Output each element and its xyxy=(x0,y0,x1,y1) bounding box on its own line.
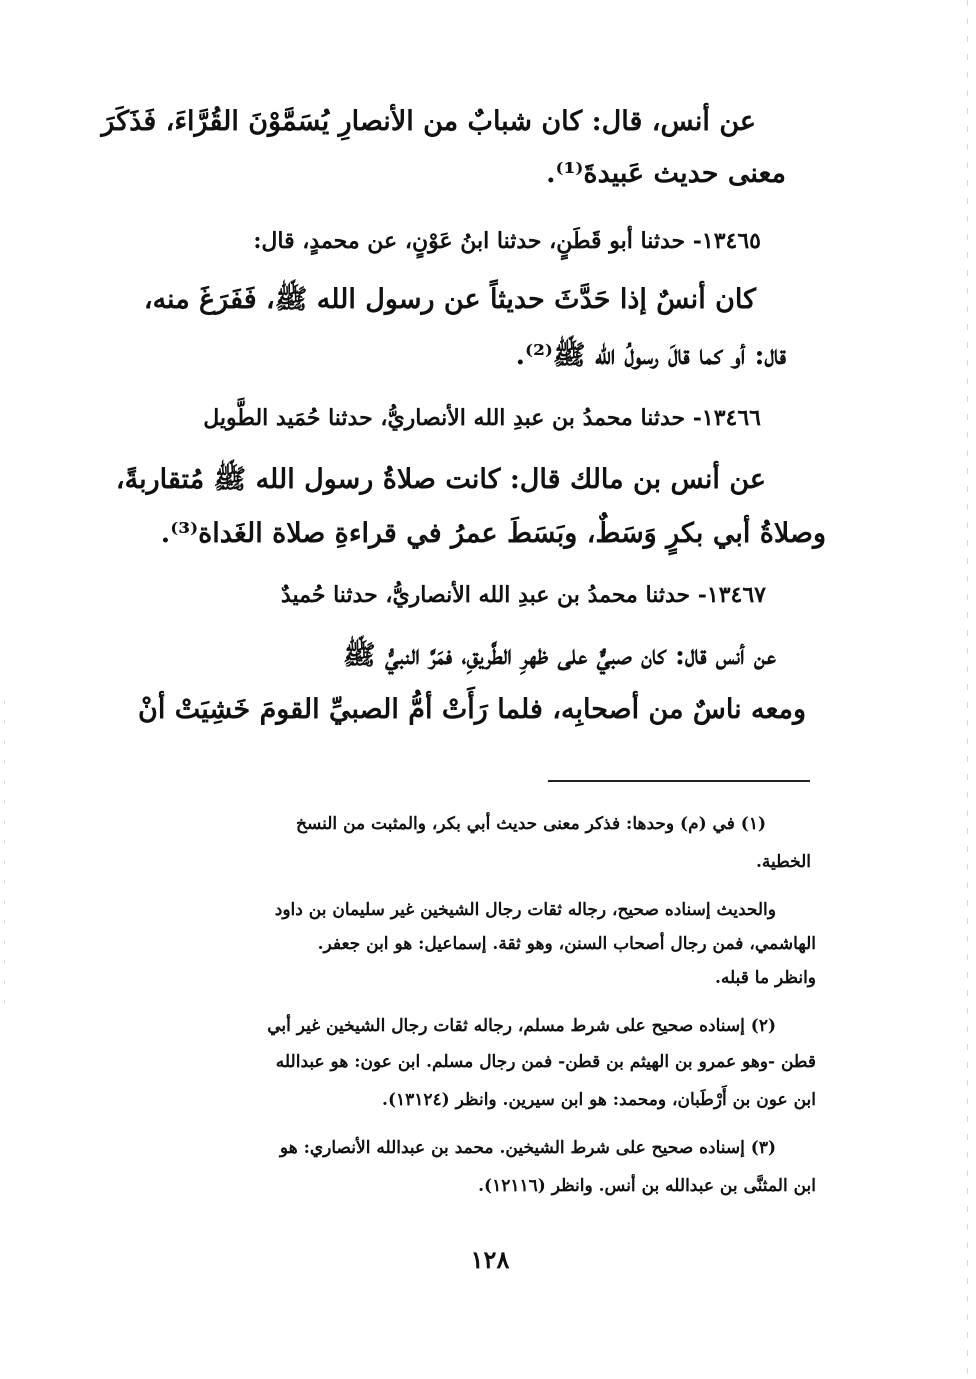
main-text-line: معنى حديث عَبيدةَ⁽¹⁾. xyxy=(546,158,786,189)
footnote-line: ابن المثنَّى بن عبدالله بن أنس. وانظر (١٢١١٦). xyxy=(478,1176,816,1196)
footnote-line: والحديث إسناده صحيح، رجاله ثقات رجال الشيخين غير سليمان بن داود xyxy=(274,900,776,920)
main-text-line: عن أنس قال: كان صبيٌّ على ظهرِ الطَّريقِ، فمَرَّ النبيُّ ﷺ xyxy=(343,640,776,671)
main-text-line: عن أنس بن مالك قال: كانت صلاةُ رسول الله ﷺ مُتقاربةً، xyxy=(115,464,766,495)
page-number: ١٢٨ xyxy=(470,1245,510,1274)
main-text-line: كان أنسٌ إذا حَدَّثَ حديثاً عن رسول الله ﷺ، فَفَرَغَ منه، xyxy=(143,284,756,315)
main-text-line: ومعه ناسٌ من أصحابِه، فلما رَأَتْ أمُّ الصبيِّ القومَ خَشِيَتْ أنْ xyxy=(138,694,806,725)
footnote-line: (١) في (م) وحدها: فذكر معنى حديث أبي بكر، والمثبت من النسخ xyxy=(295,814,766,834)
hadith-chain-header: ١٣٤٦٦- حدثنا محمدُ بن عبدِ الله الأنصاريُّ، حدثنا حُمَيد الطَّويل xyxy=(203,405,761,431)
footnote-line: الخطية. xyxy=(756,852,811,872)
footnote-line: (٣) إسناده صحيح على شرط الشيخين. محمد بن عبدالله الأنصاري: هو xyxy=(279,1138,776,1158)
scan-edge-line-left xyxy=(4,700,5,1020)
footnote-line: الهاشمي، فمن رجال أصحاب السنن، وهو ثقة. إسماعيل: هو ابن جعفر. xyxy=(317,934,816,954)
footnote-line: (٢) إسناده صحيح على شرط مسلم، رجاله ثقات رجال الشيخين غير أبي xyxy=(267,1016,776,1036)
main-text-line: عن أنس، قال: كان شبابٌ من الأنصارِ يُسَمَّوْنَ القُرَّاءَ، فَذَكَرَ xyxy=(101,106,756,137)
footnote-line: وانظر ما قبله. xyxy=(714,968,816,988)
scan-edge-line xyxy=(967,0,968,1379)
main-text-line: قال: أو كما قالَ رسولُ الله ﷺ⁽²⁾. xyxy=(515,340,786,371)
footnote-line: قطن -وهو عمرو بن الهيثم بن قطن- فمن رجال مسلم. ابن عون: هو عبدالله xyxy=(275,1052,816,1072)
hadith-chain-header: ١٣٤٦٥- حدثنا أبو قَطَنٍ، حدثنا ابنُ عَوْنٍ، عن محمدٍ، قال: xyxy=(253,228,761,254)
main-text-line: وصلاةُ أبي بكرٍ وَسَطٌ، وبَسَطَ عمرُ في قراءةِ صلاة الغَداة⁽³⁾. xyxy=(160,518,826,549)
footnote-separator xyxy=(548,780,810,782)
hadith-chain-header: ١٣٤٦٧- حدثنا محمدُ بن عبدِ الله الأنصاريُّ، حدثنا حُميدٌ xyxy=(280,582,766,608)
footnote-line: ابن عون بن أَرْطَبان، ومحمد: هو ابن سيرين. وانظر (١٣١٢٤). xyxy=(382,1090,816,1110)
